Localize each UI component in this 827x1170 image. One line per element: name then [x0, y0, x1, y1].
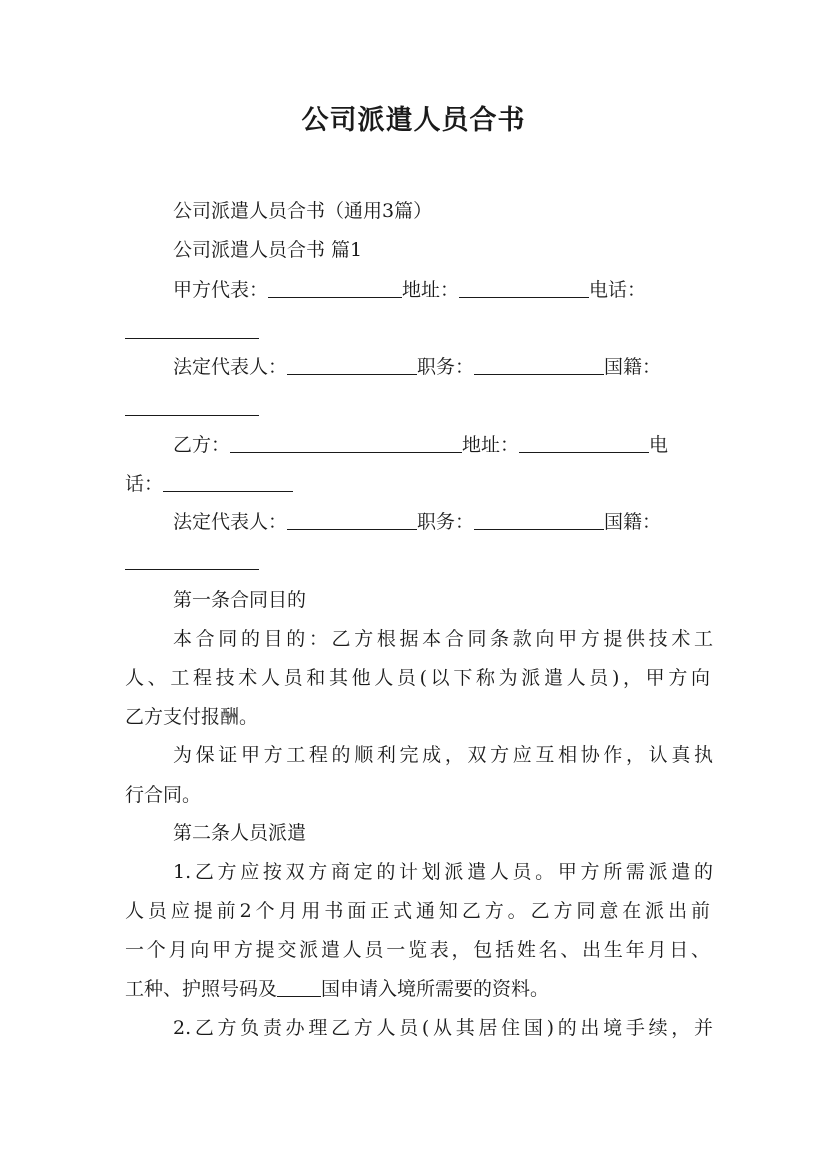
- phone-row-b: [125, 471, 710, 497]
- article1-heading: 第一条合同目的: [173, 589, 307, 611]
- nationality-blank: [125, 397, 259, 416]
- party-b-blank: [230, 434, 462, 453]
- phone-blank-row: [125, 318, 710, 344]
- legal-rep-blank: [287, 356, 417, 375]
- position-blank-b: [474, 511, 604, 530]
- subtitle-part1: 公司派遣人员合书 篇1: [173, 239, 363, 261]
- article2-p1-line4-start: 工种、护照号码及: [125, 978, 278, 1000]
- party-a-rep-row: [173, 277, 713, 303]
- article1-p1-line1: 本合同的目的：乙方根据本合同条款向甲方提供技术工: [173, 628, 713, 650]
- nationality-blank-b: [125, 551, 259, 570]
- party-b-label: 乙方：: [173, 434, 231, 456]
- address-blank: [459, 279, 589, 298]
- article1-p2-line1: 为保证甲方工程的顺利完成，双方应互相协作，认真执: [173, 744, 713, 766]
- position-label: 职务：: [417, 356, 475, 378]
- legal-rep-blank-b: [287, 511, 417, 530]
- position-blank: [474, 356, 604, 375]
- phone-label-part2: 话：: [125, 473, 164, 495]
- article2-p1-line2: 人员应提前2个月用书面正式通知乙方。乙方同意在派出前: [125, 900, 710, 922]
- party-a-rep-blank: [268, 279, 402, 298]
- party-b-row: [173, 432, 713, 458]
- article2-p1-line4: [125, 976, 710, 1002]
- address-label: 地址：: [402, 279, 460, 301]
- article2-p1-line1: 1.乙方应按双方商定的计划派遣人员。甲方所需派遣的: [173, 861, 713, 883]
- article2-heading: 第二条人员派遣: [173, 822, 307, 844]
- position-label-b: 职务：: [417, 511, 475, 533]
- address-label-b: 地址：: [462, 434, 520, 456]
- phone-label-part1: 电: [649, 434, 669, 456]
- nationality-label-b: 国籍：: [604, 511, 662, 533]
- article2-p1-line4-end: 国申请入境所需要的资料。: [321, 978, 550, 1000]
- nationality-blank-row-a: [125, 395, 710, 421]
- country-blank: [277, 978, 321, 997]
- legal-rep-label-b: 法定代表人：: [173, 511, 288, 533]
- article1-p1-line2: 人、工程技术人员和其他人员(以下称为派遣人员)，甲方向: [125, 667, 710, 689]
- address-blank-b: [519, 434, 649, 453]
- document-title: 公司派遣人员合书: [301, 105, 526, 136]
- party-a-rep-label: 甲方代表：: [173, 279, 269, 301]
- phone-blank-b: [163, 473, 293, 492]
- phone-label: 电话：: [589, 279, 647, 301]
- legal-rep-row-a: [173, 354, 713, 380]
- article1-p1-line3: 乙方支付报酬。: [125, 706, 259, 728]
- legal-rep-label: 法定代表人：: [173, 356, 288, 378]
- article2-p1-line3: 一个月向甲方提交派遣人员一览表，包括姓名、出生年月日、: [125, 939, 710, 961]
- nationality-label: 国籍：: [604, 356, 662, 378]
- legal-rep-row-b: [173, 509, 713, 535]
- article1-p2-line2: 行合同。: [125, 784, 202, 806]
- subtitle-general: 公司派遣人员合书（通用3篇）: [173, 200, 433, 222]
- article2-p2-line1: 2.乙方负责办理乙方人员(从其居住国)的出境手续，并: [173, 1017, 713, 1039]
- phone-blank: [125, 320, 259, 339]
- nationality-blank-row-b: [125, 549, 710, 575]
